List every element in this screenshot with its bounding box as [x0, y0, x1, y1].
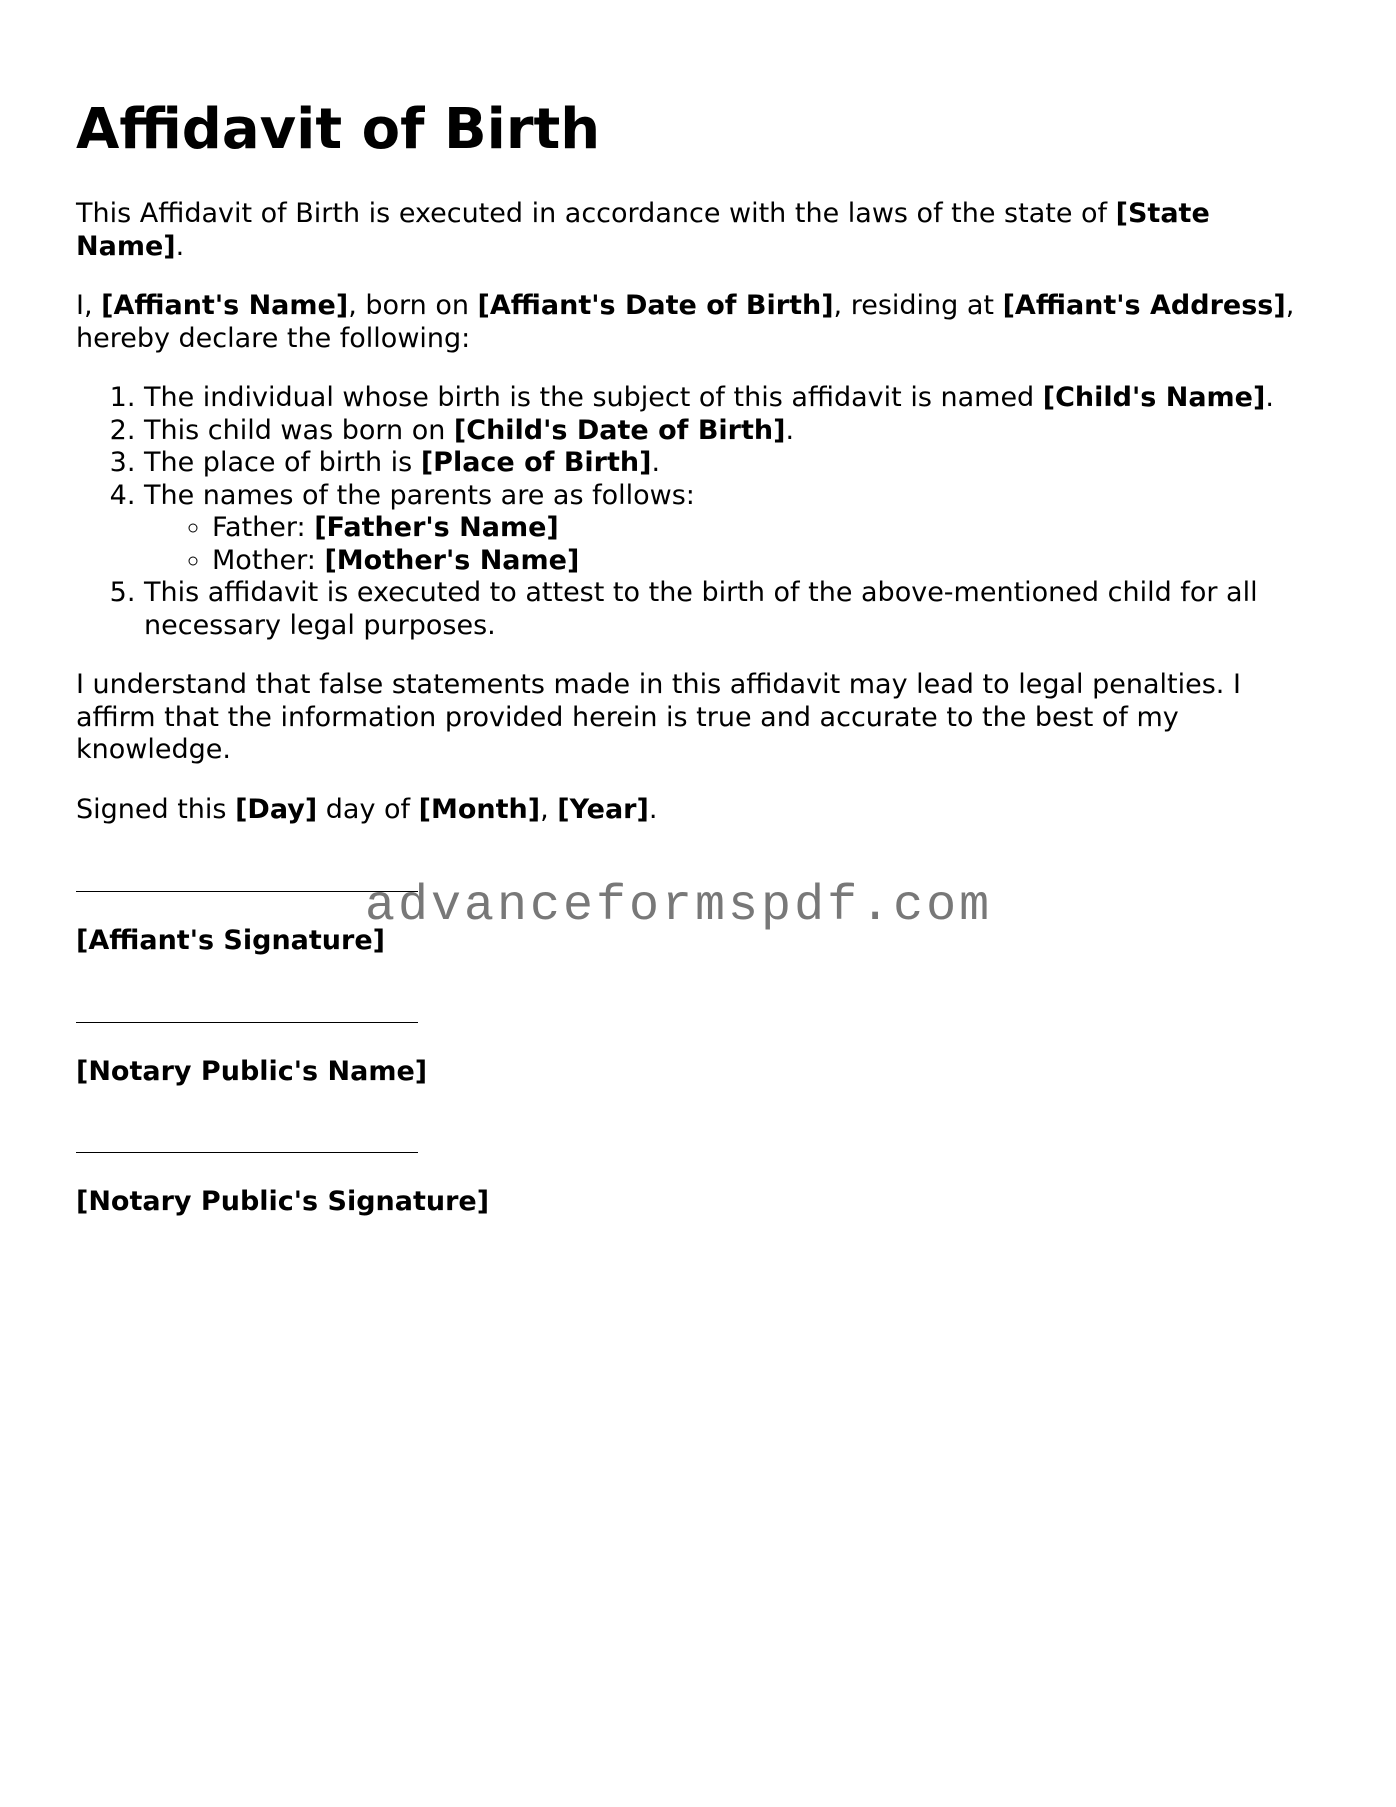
declaration-born-on: , born on [348, 290, 478, 321]
notary-name-label: [Notary Public's Name] [76, 1055, 428, 1087]
child-dob-field: [Child's Date of Birth] [453, 414, 786, 446]
penalty-paragraph: I understand that false statements made in this affidavit may lead to legal penalties. I affirm that the information provided herein is true and accurate to the best of my knowledge. [76, 669, 1241, 765]
mother-label: Mother: [212, 544, 325, 576]
father-label: Father: [212, 512, 315, 543]
intro-text: This Affidavit of Birth is executed in accordance with the laws of the state of [76, 198, 1116, 229]
child-name-field: [Child's Name] [1042, 382, 1266, 413]
affiant-dob-field: [Affiant's Date of Birth] [477, 290, 834, 321]
item2-text: This child was born on [144, 414, 454, 446]
notary-name-line [76, 1022, 418, 1023]
intro-end: . [175, 230, 185, 262]
signed-comma: , [540, 793, 558, 825]
place-of-birth-field: [Place of Birth] [420, 447, 652, 478]
signed-prefix: Signed this [76, 793, 236, 825]
item5-text: This affidavit is executed to attest to the birth of the above-mentioned child for all necessary legal purposes. [144, 577, 1258, 641]
document-title: Affidavit of Birth [76, 97, 601, 162]
notary-signature-label: [Notary Public's Signature] [76, 1186, 490, 1217]
affiant-signature-label: [Affiant's Signature] [76, 925, 385, 956]
declaration-residing-at: , residing at [833, 290, 1003, 321]
signed-end: . [648, 793, 658, 825]
list-item [144, 577, 1326, 642]
list-item [144, 415, 1326, 448]
declaration-paragraph [76, 290, 1326, 355]
item1-text: The individual whose birth is the subject of this affidavit is named [144, 382, 1043, 413]
declaration-prefix: I, [76, 290, 102, 321]
intro-paragraph [76, 198, 1326, 263]
declaration-list [76, 382, 1326, 642]
document-page [76, 96, 1326, 1219]
list-item [212, 545, 1326, 578]
list-item [144, 447, 1326, 480]
father-name-field: [Father's Name] [314, 512, 559, 543]
list-item [144, 480, 1326, 578]
declaration-suffix: , hereby declare the following: [76, 290, 1295, 354]
watermark: advanceformspdf.com [365, 878, 993, 935]
item4-text: The names of the parents are as follows: [144, 479, 695, 511]
notary-signature-line [76, 1152, 418, 1153]
item3-period: . [651, 447, 661, 478]
day-field: [Day] [235, 793, 318, 825]
notary-name-block [76, 1022, 1326, 1089]
affiant-address-field: [Affiant's Address] [1002, 290, 1286, 321]
notary-signature-block [76, 1152, 1326, 1219]
item1-period: . [1265, 382, 1274, 413]
signed-day-of: day of [317, 793, 419, 825]
mother-name-field: [Mother's Name] [324, 544, 580, 576]
item2-period: . [785, 414, 795, 446]
list-item [212, 512, 1326, 545]
year-field: [Year] [557, 793, 649, 825]
item3-text: The place of birth is [144, 447, 421, 478]
signed-paragraph [76, 794, 1326, 827]
list-item [144, 382, 1326, 415]
state-name-field: [State Name] [76, 198, 1210, 262]
month-field: [Month] [418, 793, 541, 825]
parents-list [144, 512, 1326, 577]
affiant-name-field: [Affiant's Name] [101, 290, 349, 321]
